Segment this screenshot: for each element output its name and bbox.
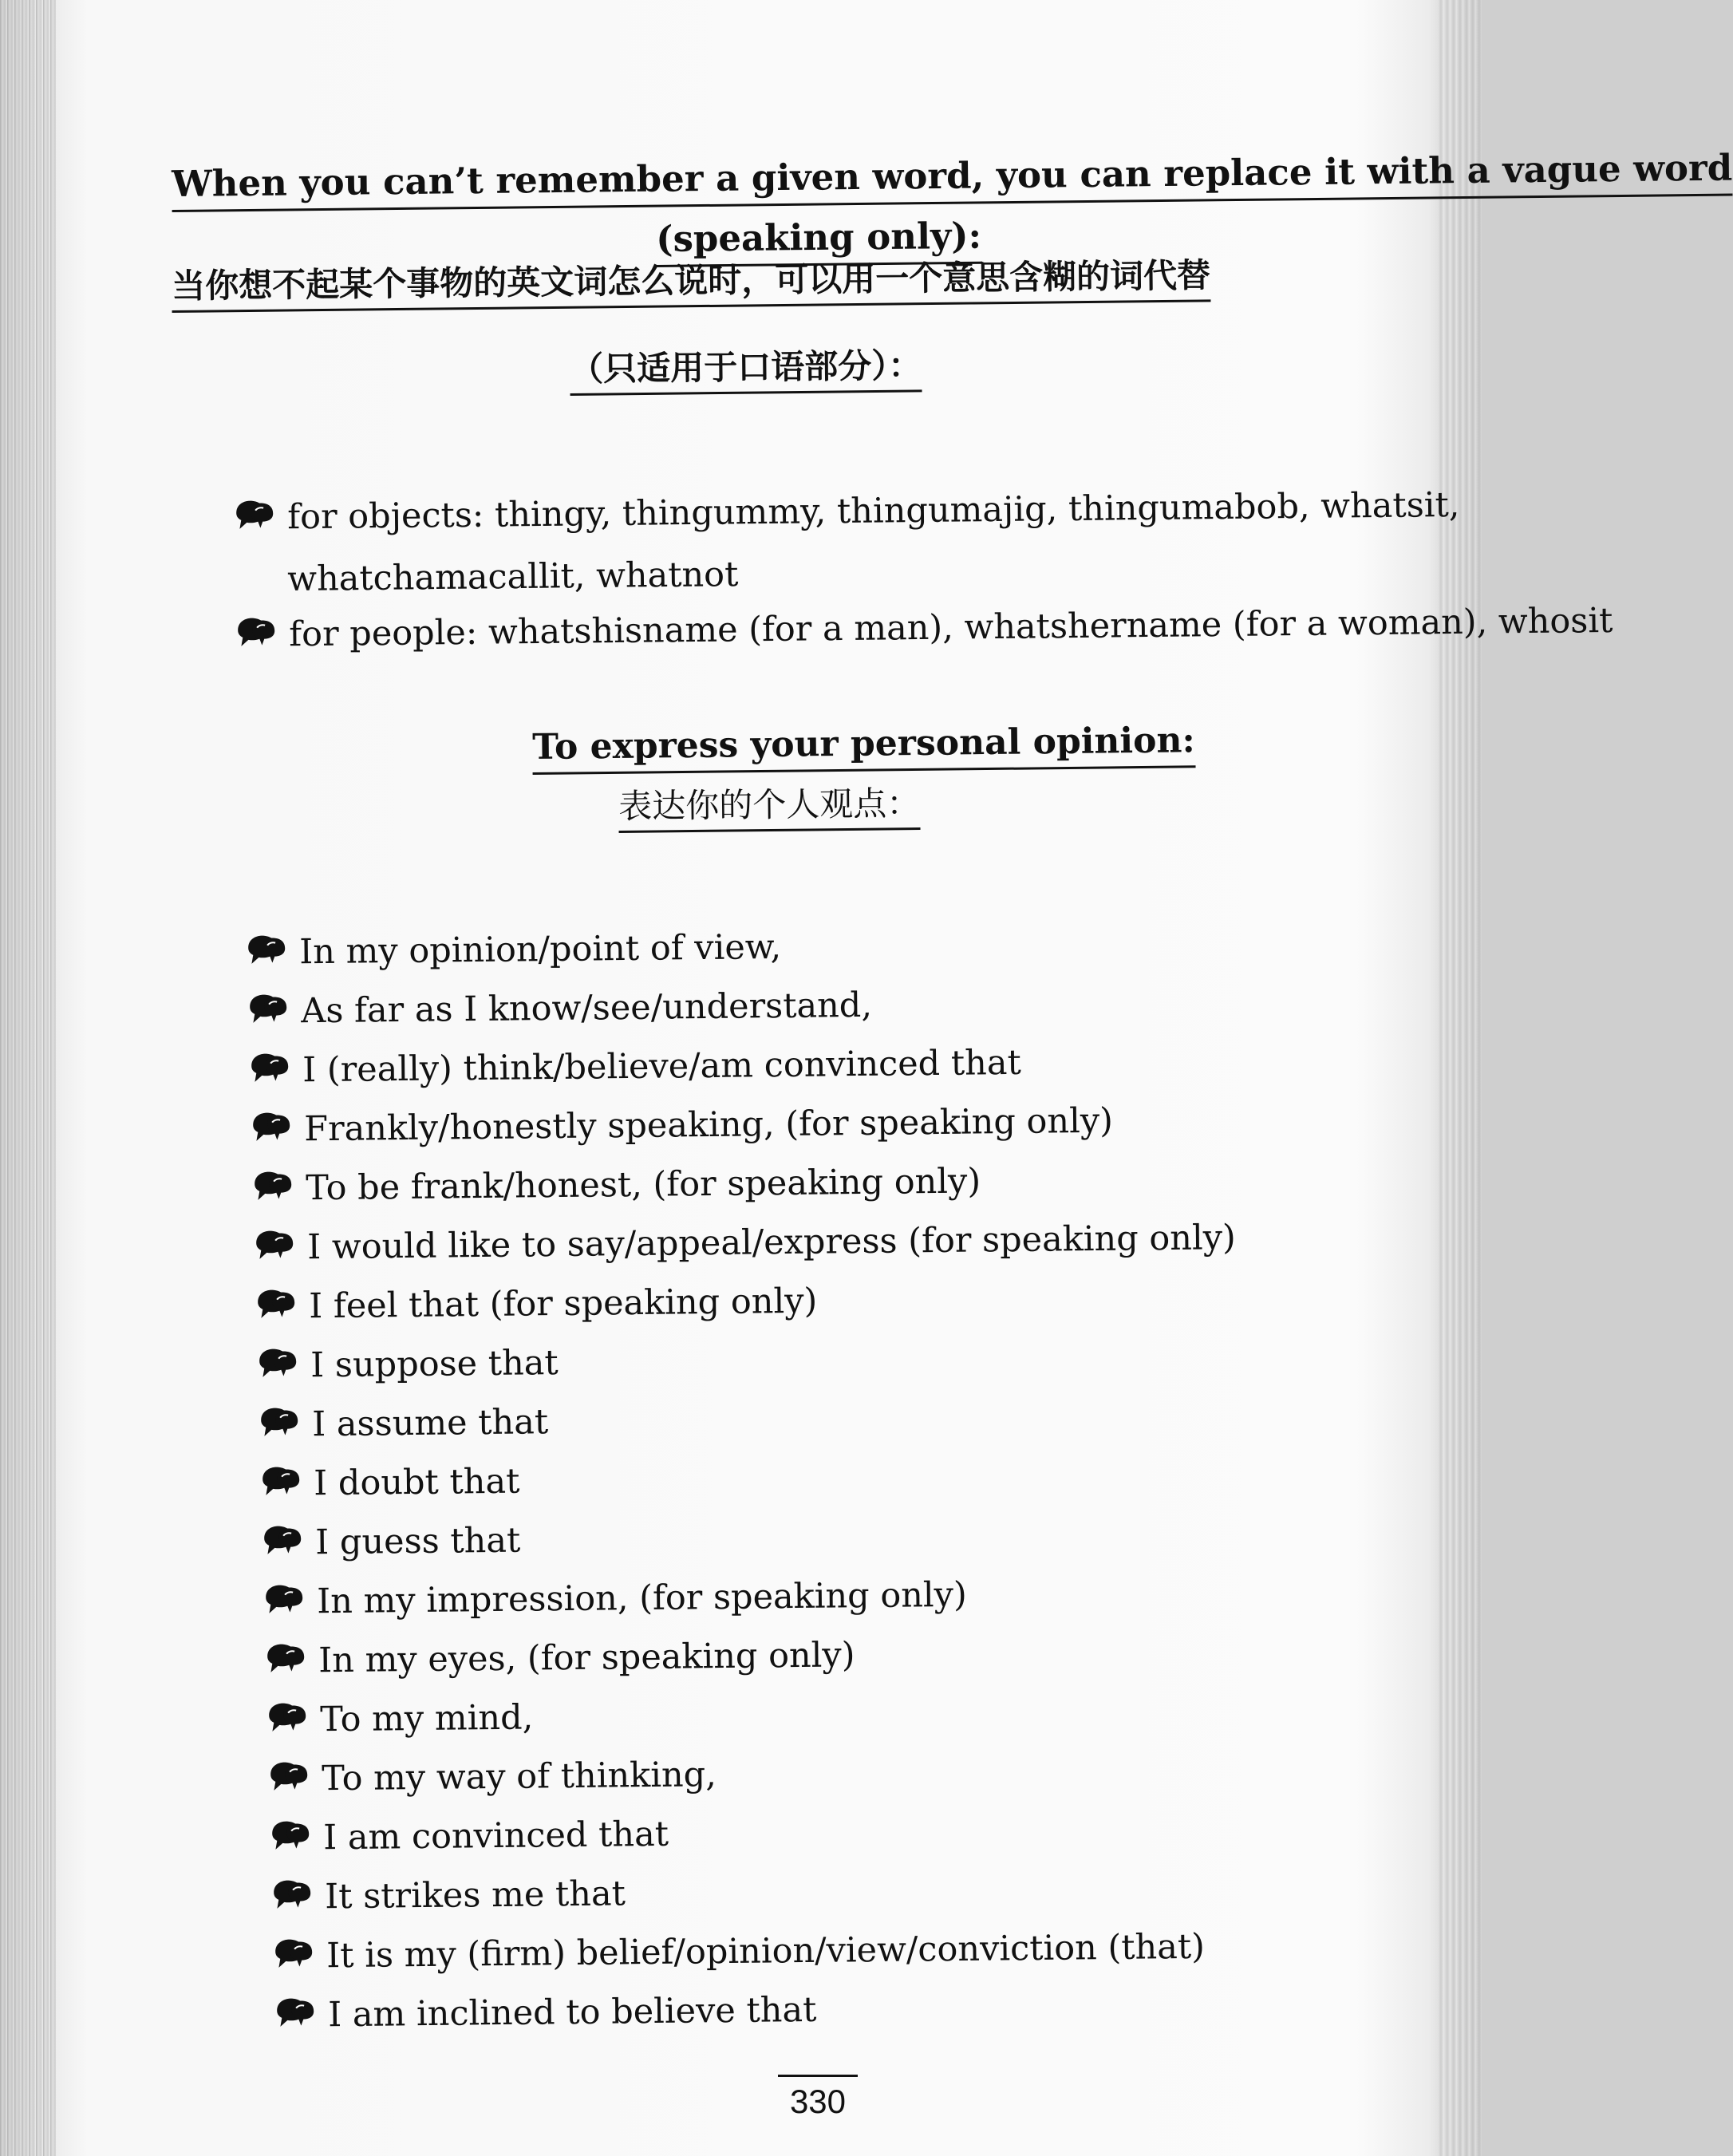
- speech-bubbles-icon: [251, 1167, 293, 1203]
- speech-bubbles-icon: [258, 1404, 299, 1439]
- vague-word-heading-english-line-1: When you can’t remember a given word, you can replace it with a vague word: [172, 150, 1732, 202]
- list-item: As far as I know/see/understand,: [247, 986, 872, 1033]
- list-item: I guess that: [261, 1522, 521, 1564]
- speech-bubbles-icon: [272, 1935, 314, 1971]
- page-number: 330: [789, 2083, 847, 2120]
- vague-words-people-item: for people: whatshisname (for a man), whatshername (for a woman), whosit: [235, 602, 1613, 656]
- speech-bubbles-icon: [270, 1876, 312, 1912]
- personal-opinion-heading-chinese: 表达你的个人观点：: [618, 787, 920, 823]
- list-item: I would like to say/appeal/express (for speaking only): [253, 1218, 1236, 1268]
- speech-bubbles-icon: [233, 496, 274, 532]
- speech-bubbles-icon: [261, 1522, 302, 1558]
- list-item: It is my (firm) belief/opinion/view/conviction (that): [272, 1928, 1205, 1977]
- list-item: I am convinced that: [269, 1815, 669, 1859]
- vague-words-objects-item-continuation: whatchamacallit, whatnot: [286, 555, 739, 599]
- vague-words-objects-item: for objects: thingy, thingummy, thingumajig, thingumabob, whatsit,: [233, 486, 1460, 539]
- list-item: I doubt that: [259, 1463, 520, 1505]
- speech-bubbles-icon: [267, 1758, 309, 1794]
- list-item: In my impression, (for speaking only): [263, 1576, 967, 1623]
- speech-bubbles-icon: [253, 1226, 294, 1262]
- list-item: I suppose that: [256, 1344, 559, 1386]
- vague-word-heading-english-line-2: (speaking only):: [656, 218, 981, 257]
- speech-bubbles-icon: [264, 1640, 306, 1676]
- list-item: To my way of thinking,: [267, 1755, 716, 1799]
- list-item: I feel that (for speaking only): [255, 1282, 818, 1328]
- speech-bubbles-icon: [248, 1049, 290, 1085]
- speech-bubbles-icon: [274, 1994, 315, 2030]
- speech-bubbles-icon: [269, 1817, 310, 1853]
- page-number-rule: [778, 2075, 858, 2077]
- speech-bubbles-icon: [235, 614, 276, 650]
- list-item: To my mind,: [266, 1698, 534, 1740]
- speech-bubbles-icon: [255, 1285, 296, 1321]
- speech-bubbles-icon: [245, 931, 286, 967]
- speech-bubbles-icon: [247, 990, 288, 1026]
- list-item: I am inclined to believe that: [274, 1991, 817, 2036]
- list-item: I assume that: [258, 1403, 548, 1445]
- personal-opinion-heading-english: To express your personal opinion:: [532, 723, 1195, 765]
- speech-bubbles-icon: [256, 1345, 298, 1380]
- list-item: To be frank/honest, (for speaking only): [251, 1162, 981, 1209]
- speech-bubbles-icon: [263, 1581, 304, 1617]
- speech-bubbles-icon: [259, 1463, 301, 1499]
- list-item: In my opinion/point of view,: [245, 928, 781, 973]
- list-item: It strikes me that: [270, 1874, 626, 1917]
- list-item: In my eyes, (for speaking only): [264, 1636, 855, 1681]
- list-item: I (really) think/believe/am convinced that: [248, 1044, 1021, 1092]
- vague-word-heading-chinese-line-1: 当你想不起某个事物的英文词怎么说时，可以用一个意思含糊的词代替: [172, 259, 1210, 303]
- vague-word-heading-chinese-line-2: （只适用于口语部分）：: [570, 349, 922, 386]
- speech-bubbles-icon: [250, 1108, 291, 1144]
- speech-bubbles-icon: [266, 1699, 307, 1735]
- list-item: Frankly/honestly speaking, (for speaking only): [250, 1102, 1113, 1151]
